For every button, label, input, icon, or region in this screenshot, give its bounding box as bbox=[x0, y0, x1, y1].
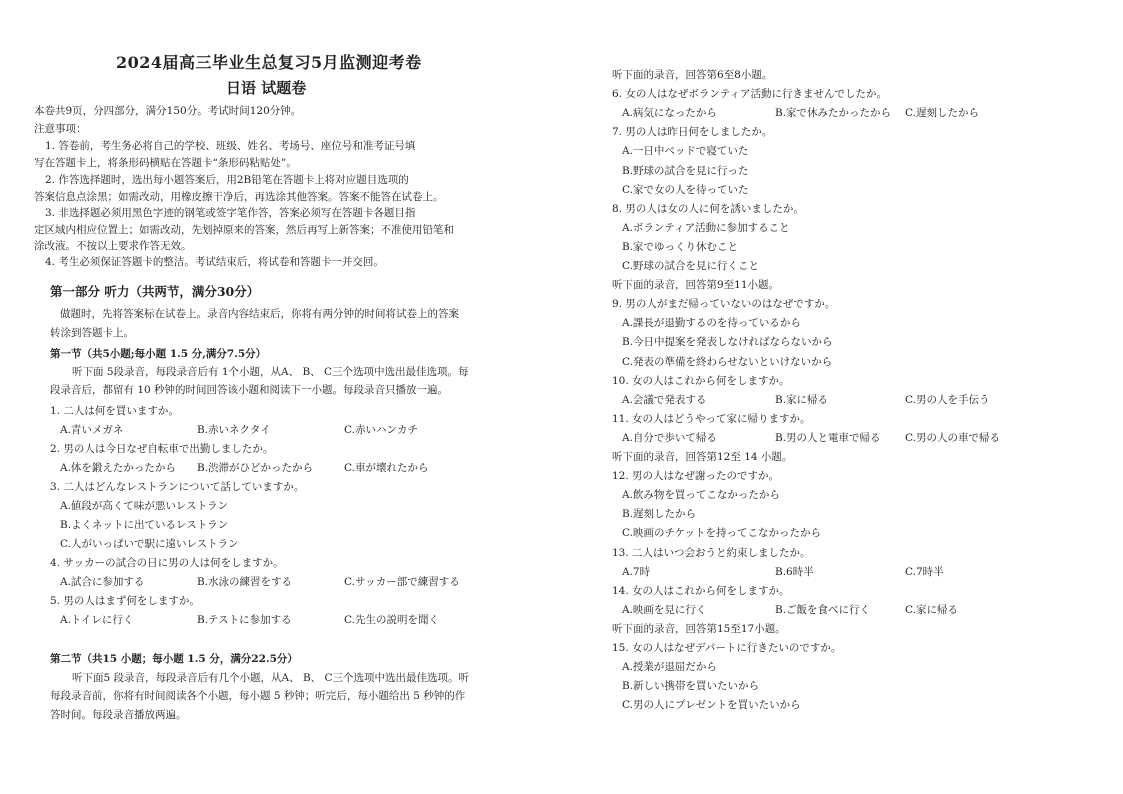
answer-option: C.野球の試合を見に行くこと bbox=[622, 260, 759, 272]
section2-instructions: 每段录音前，你将有时间阅读各个小题，每小题 5 秒钟；听完后，每小题给出 5 秒钟的作 bbox=[50, 690, 466, 702]
question-stem: 15. 女の人はなぜデパートに行きたいのですか。 bbox=[612, 642, 842, 654]
exam-subtitle: 日语 试题卷 bbox=[226, 79, 307, 97]
answer-option: B.男の人と電車で帰る bbox=[775, 431, 881, 444]
section1-heading: 第一节（共5小题;每小题 1.5 分,满分7.5分） bbox=[50, 348, 267, 360]
answer-option: A.会議で発表する bbox=[622, 393, 707, 406]
question-stem: 3. 二人はどんなレストランについて話していますか。 bbox=[50, 481, 305, 493]
answer-option: A.映画を見に行く bbox=[622, 603, 707, 616]
answer-option: C.男の人を手伝う bbox=[905, 393, 990, 406]
listening-group-intro: 听下面的录音，回答第6至8小题。 bbox=[612, 69, 773, 81]
answer-option: B.新しい携帯を買いたいから bbox=[622, 680, 760, 693]
answer-option: C.人がいっぱいで駅に遠いレストラン bbox=[60, 538, 239, 550]
answer-option: A.試合に参加する bbox=[60, 576, 145, 588]
section1-instructions: 段录音后，都留有 10 秒钟的时间回答该小题和阅读下一小题。每段录音只播放一遍。 bbox=[50, 384, 449, 396]
notice-line: 写在答题卡上，将条形码横贴在答题卡“条形码粘贴处”。 bbox=[34, 157, 297, 169]
answer-option: C.男の人の車で帰る bbox=[905, 431, 1000, 444]
answer-option: B.今日中提案を発表しなければならないから bbox=[622, 336, 833, 349]
answer-option: A.ボランティア活動に参加すること bbox=[622, 221, 790, 234]
notice-heading: 注意事项： bbox=[34, 123, 87, 135]
answer-option: C.家に帰る bbox=[905, 603, 958, 616]
answer-option: C.家で女の人を待っていた bbox=[622, 183, 749, 196]
answer-option: A.値段が高くて味が悪いレストラン bbox=[60, 500, 229, 512]
question-stem: 6. 女の人はなぜボランティア活動に行きませんでしたか。 bbox=[612, 88, 888, 101]
question-stem: 10. 女の人はこれから何をしますか。 bbox=[612, 374, 790, 387]
answer-option: A.一日中ベッドで寝ていた bbox=[622, 145, 749, 158]
exam-meta: 本卷共9页，分四部分，满分150分。考试时间120分钟。 bbox=[34, 105, 302, 117]
answer-option: B.よくネットに出ているレストラン bbox=[60, 519, 229, 531]
question-stem: 8. 男の人は女の人に何を誘いましたか。 bbox=[612, 202, 804, 215]
answer-option: B.野球の試合を見に行った bbox=[622, 164, 749, 177]
question-stem: 4. サッカーの試合の日に男の人は何をしますか。 bbox=[50, 557, 284, 569]
listening-group-intro: 听下面的录音，回答第9至11小题。 bbox=[612, 279, 780, 292]
answer-option: C.車が壊れたから bbox=[344, 462, 429, 474]
answer-option: A.病気になったから bbox=[622, 107, 717, 120]
notice-line: 4. 考生必须保证答题卡的整洁。考试结束后，将试卷和答题卡一并交回。 bbox=[45, 256, 384, 268]
question-stem: 13. 二人はいつ会おうと約束しましたか。 bbox=[612, 546, 811, 559]
notice-line: 3. 非选择题必须用黑色字迹的钢笔或签字笔作答，答案必须写在答题卡各题目指 bbox=[45, 207, 416, 219]
answer-option: A.授業が退屈だから bbox=[622, 661, 717, 674]
answer-option: B.水泳の練習をする bbox=[197, 576, 293, 588]
answer-option: B.家でゆっくり休むこと bbox=[622, 240, 738, 253]
exam-title: 2024届高三毕业生总复习5月监测迎考卷 bbox=[116, 53, 422, 72]
answer-option: C.赤いハンカチ bbox=[344, 424, 418, 436]
answer-option: C.先生の説明を聞く bbox=[344, 614, 439, 626]
answer-option: B.遅刻したから bbox=[622, 508, 697, 521]
answer-option: A.7時 bbox=[622, 565, 651, 578]
answer-option: B.テストに参加する bbox=[197, 614, 292, 626]
answer-option: A.課長が退勤するのを待っているから bbox=[622, 317, 801, 330]
section2-instructions: 答时间。每段录音播放两遍。 bbox=[50, 709, 187, 721]
section2-heading: 第二节（共15 小题；每小题 1.5 分，满分22.5分） bbox=[50, 653, 298, 665]
question-stem: 11. 女の人はどうやって家に帰りますか。 bbox=[612, 412, 811, 425]
answer-option: A.青いメガネ bbox=[60, 424, 124, 436]
answer-option: C.発表の準備を終わらせないといけないから bbox=[622, 355, 833, 368]
question-stem: 2. 男の人は今日なぜ自転車で出勤しましたか。 bbox=[50, 443, 274, 455]
answer-option: B.6時半 bbox=[775, 565, 814, 578]
notice-line: 2. 作答选择题时，选出每小题答案后，用2B铅笔在答题卡上将对应题目选项的 bbox=[45, 174, 409, 186]
question-stem: 5. 男の人はまず何をしますか。 bbox=[50, 595, 200, 607]
part1-heading: 第一部分 听力（共两节，满分30分） bbox=[50, 284, 260, 299]
question-stem: 14. 女の人はこれから何をしますか。 bbox=[612, 584, 790, 597]
question-stem: 7. 男の人は昨日何をしましたか。 bbox=[612, 126, 773, 139]
answer-option: C.7時半 bbox=[905, 565, 944, 578]
notice-line: 定区域内相应位置上；如需改动，先划掉原来的答案，然后再写上新答案；不准使用铅笔和 bbox=[34, 224, 454, 236]
answer-option: B.渋滞がひどかったから bbox=[197, 462, 314, 474]
answer-option: A.自分で歩いて帰る bbox=[622, 431, 717, 444]
question-stem: 12. 男の人はなぜ謝ったのですか。 bbox=[612, 470, 780, 483]
question-stem: 9. 男の人がまだ帰っていないのはなぜですか。 bbox=[612, 298, 836, 311]
answer-option: C.サッカー部で練習する bbox=[344, 576, 460, 588]
notice-line: 1. 答卷前，考生务必将自己的学校、班级、姓名、考场号、座位号和准考证号填 bbox=[45, 140, 416, 152]
answer-option: A.体を鍛えたかったから bbox=[60, 462, 176, 474]
notice-line: 答案信息点涂黑；如需改动，用橡皮擦干净后，再选涂其他答案。答案不能答在试卷上。 bbox=[34, 191, 444, 203]
answer-option: B.赤いネクタイ bbox=[197, 424, 271, 436]
answer-option: C.映画のチケットを持ってこなかったから bbox=[622, 527, 822, 540]
answer-option: B.ご飯を食べに行く bbox=[775, 603, 871, 616]
question-stem: 1. 二人は何を買いますか。 bbox=[50, 405, 179, 417]
notice-line: 涂改液。不按以上要求作答无效。 bbox=[34, 240, 192, 252]
listening-group-intro: 听下面的录音，回答第15至17小题。 bbox=[612, 622, 786, 635]
answer-option: A.トイレに行く bbox=[60, 614, 134, 626]
answer-option: C.遅刻したから bbox=[905, 107, 979, 120]
answer-option: B.家に帰る bbox=[775, 393, 829, 406]
answer-option: B.家で休みたかったから bbox=[775, 107, 892, 120]
answer-option: C.男の人にプレゼントを買いたいから bbox=[622, 699, 801, 712]
answer-option: A.飲み物を買ってこなかったから bbox=[622, 489, 780, 502]
part1-intro: 转涂到答题卡上。 bbox=[50, 327, 134, 339]
section1-instructions: 听下面 5段录音，每段录音后有 1个小题，从A、 B、 C三个选项中选出最佳选项。每 bbox=[72, 366, 469, 378]
listening-group-intro: 听下面的录音，回答第12至 14 小题。 bbox=[612, 451, 793, 463]
part1-intro: 做题时，先将答案标在试卷上。录音内容结束后，你将有两分钟的时间将试卷上的答案 bbox=[60, 308, 459, 320]
section2-instructions: 听下面5 段录音，每段录音后有几个小题，从A、 B、 C三个选项中选出最佳选项。听 bbox=[72, 672, 470, 684]
